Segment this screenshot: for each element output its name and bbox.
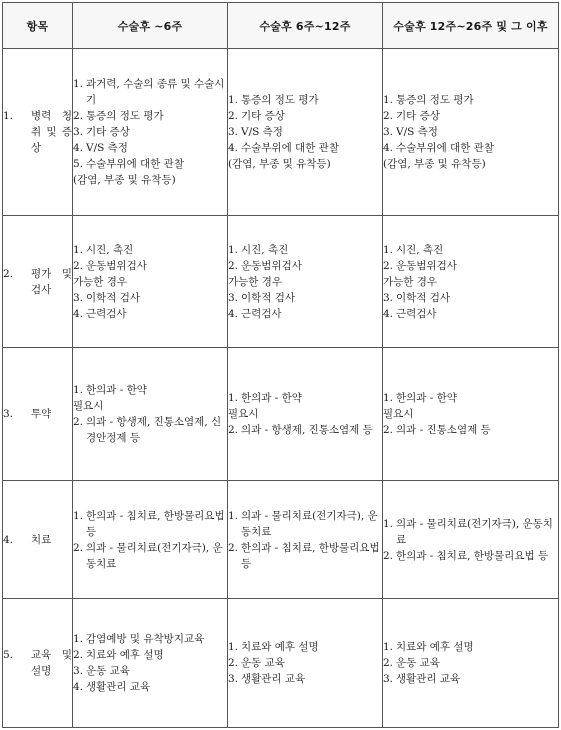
care-item bbox=[228, 108, 382, 124]
care-item-number: 2. bbox=[228, 259, 239, 272]
care-item bbox=[383, 655, 558, 671]
period-cell bbox=[228, 348, 383, 481]
care-item-number: 1. bbox=[73, 509, 84, 522]
care-item-number: 2. bbox=[228, 541, 239, 554]
care-item bbox=[228, 671, 382, 687]
row-item-label bbox=[3, 532, 72, 548]
care-item bbox=[228, 655, 382, 671]
care-item bbox=[73, 508, 227, 540]
care-item bbox=[383, 258, 558, 274]
care-item-number: 1. bbox=[228, 392, 239, 404]
care-item-text: 가능한 경우 bbox=[383, 275, 438, 288]
care-item-text: 이학적 검사 bbox=[86, 291, 141, 304]
care-item-number: 3. bbox=[228, 291, 239, 304]
care-item bbox=[73, 140, 227, 156]
header-period-0-6w: 수술후 ~6주 bbox=[73, 3, 228, 49]
care-item bbox=[383, 390, 558, 406]
care-item-number: 1. bbox=[228, 509, 239, 522]
care-item bbox=[73, 156, 227, 172]
care-item-number: 4. bbox=[73, 307, 84, 320]
care-item-number: 3. bbox=[73, 126, 84, 138]
care-item-number: 4. bbox=[383, 142, 394, 154]
care-item-text: 의과 - 물리치료(전기자극), 운동치료 bbox=[86, 541, 223, 570]
care-item-list bbox=[383, 242, 558, 322]
care-item-list bbox=[383, 639, 558, 687]
care-item-text: 통증의 정도 평가 bbox=[396, 94, 474, 106]
care-item bbox=[228, 140, 382, 156]
care-item-number: 3. bbox=[228, 126, 239, 138]
care-item bbox=[228, 156, 382, 172]
care-item-text: 가능한 경우 bbox=[228, 275, 283, 288]
care-item-list bbox=[228, 508, 382, 572]
care-item-text: 통증의 정도 평가 bbox=[86, 110, 164, 122]
care-item-text: 치료와 예후 설명 bbox=[241, 641, 319, 653]
care-item-text: (감염, 부종 및 유착등) bbox=[73, 174, 176, 186]
treatment-guideline-table bbox=[2, 2, 559, 728]
care-item bbox=[228, 290, 382, 306]
row-item-cell bbox=[3, 348, 73, 481]
care-item-text: 운동 교육 bbox=[396, 657, 440, 669]
period-cell bbox=[228, 216, 383, 348]
care-item-list bbox=[73, 631, 227, 695]
care-item-text: 운동범위검사 bbox=[241, 259, 302, 272]
row-item-label bbox=[3, 647, 72, 679]
care-item-list bbox=[228, 242, 382, 322]
care-item bbox=[383, 274, 558, 290]
care-item bbox=[73, 258, 227, 274]
care-item-text: 필요시 bbox=[228, 408, 259, 420]
care-item-text: 치료와 예후 설명 bbox=[86, 649, 164, 661]
care-item-list bbox=[383, 390, 558, 438]
care-item-text: 과거력, 수술의 종류 및 수술시기 bbox=[86, 78, 225, 106]
care-item-number: 2. bbox=[228, 657, 239, 669]
care-item bbox=[228, 306, 382, 322]
care-item-number: 1. bbox=[228, 243, 239, 256]
row-item-number: 1. bbox=[3, 110, 14, 122]
period-cell bbox=[228, 481, 383, 599]
care-item bbox=[73, 382, 227, 398]
care-item-number: 2. bbox=[383, 110, 394, 122]
care-item-text: 의과 - 항생제, 진통소염제, 신경안정제 등 bbox=[86, 416, 222, 444]
care-item-number: 2. bbox=[383, 424, 394, 436]
care-item bbox=[228, 258, 382, 274]
period-cell bbox=[73, 481, 228, 599]
care-item-text: 의과 - 물리치료(전기자극), 운동치료 bbox=[241, 509, 378, 538]
care-item-number: 3. bbox=[383, 673, 394, 685]
header-row bbox=[3, 3, 559, 49]
care-item bbox=[73, 540, 227, 572]
care-item-text: 기타 증상 bbox=[396, 110, 440, 122]
table-row bbox=[3, 49, 559, 216]
care-item-number: 2. bbox=[383, 657, 394, 669]
care-item bbox=[228, 540, 382, 572]
care-item-text: 한의과 - 한약 bbox=[241, 392, 302, 404]
care-item-number: 2. bbox=[73, 259, 84, 272]
care-item-text: 필요시 bbox=[383, 408, 414, 420]
row-item-text: 치료 bbox=[31, 533, 52, 546]
period-cell bbox=[383, 599, 559, 728]
care-item-text: 필요시 bbox=[73, 400, 104, 412]
care-item-list bbox=[228, 639, 382, 687]
care-item-number: 4. bbox=[228, 307, 239, 320]
header-period-12-26w: 수술후 12주~26주 및 그 이후 bbox=[383, 3, 559, 49]
row-item-number: 4. bbox=[3, 533, 14, 546]
care-item-text: 생활관리 교육 bbox=[241, 673, 306, 685]
care-item-text: 생활관리 교육 bbox=[396, 673, 461, 685]
care-item bbox=[383, 140, 558, 156]
care-item-text: 시진, 촉진 bbox=[86, 243, 134, 256]
care-item bbox=[228, 639, 382, 655]
care-item-text: 의과 - 항생제, 진통소염제 등 bbox=[241, 424, 373, 436]
care-item-number: 1. bbox=[228, 94, 239, 106]
row-item-cell bbox=[3, 599, 73, 728]
care-item-number: 3. bbox=[383, 291, 394, 304]
care-item bbox=[73, 631, 227, 647]
care-item-text: 근력검사 bbox=[241, 307, 282, 320]
care-item-text: 의과 - 진통소염제 등 bbox=[396, 424, 491, 436]
care-item-number: 2. bbox=[73, 541, 84, 554]
row-item-number: 5. bbox=[3, 649, 14, 661]
period-cell bbox=[383, 216, 559, 348]
care-item-text: 한의과 - 침치료, 한방물리요법 등 bbox=[86, 509, 225, 538]
row-item-cell bbox=[3, 216, 73, 348]
care-item bbox=[383, 108, 558, 124]
care-item bbox=[73, 242, 227, 258]
care-item bbox=[383, 290, 558, 306]
care-item-text: (감염, 부종 및 유착등) bbox=[383, 158, 486, 170]
care-item bbox=[73, 414, 227, 446]
care-item bbox=[228, 390, 382, 406]
care-item-text: 치료와 예후 설명 bbox=[396, 641, 474, 653]
period-cell bbox=[383, 348, 559, 481]
care-item bbox=[383, 306, 558, 322]
care-item bbox=[228, 508, 382, 540]
care-item-text: 한의과 - 한약 bbox=[396, 392, 457, 404]
care-item bbox=[73, 290, 227, 306]
table-body bbox=[3, 49, 559, 728]
care-item bbox=[383, 242, 558, 258]
period-cell bbox=[73, 348, 228, 481]
care-item-number: 1. bbox=[228, 641, 239, 653]
period-cell bbox=[228, 599, 383, 728]
care-item-list bbox=[73, 242, 227, 322]
care-item bbox=[383, 548, 558, 564]
care-item bbox=[73, 306, 227, 322]
care-item-number: 1. bbox=[73, 384, 84, 396]
care-item-text: 운동범위검사 bbox=[86, 259, 147, 272]
care-item bbox=[73, 124, 227, 140]
care-item-number: 3. bbox=[73, 291, 84, 304]
care-item-number: 3. bbox=[383, 126, 394, 138]
care-item-text: 통증의 정도 평가 bbox=[241, 94, 319, 106]
care-item bbox=[228, 92, 382, 108]
care-item-number: 1. bbox=[383, 641, 394, 653]
care-item bbox=[73, 108, 227, 124]
header-period-6-12w: 수술후 6주~12주 bbox=[228, 3, 383, 49]
care-item-text: 수술부위에 대한 관찰 bbox=[241, 142, 339, 154]
care-item-list bbox=[228, 92, 382, 172]
care-item-number: 1. bbox=[73, 243, 84, 256]
care-item bbox=[228, 422, 382, 438]
care-item-list bbox=[383, 516, 558, 564]
care-item bbox=[383, 124, 558, 140]
care-item-list bbox=[73, 508, 227, 572]
care-item-number: 4. bbox=[228, 142, 239, 154]
care-item-number: 4. bbox=[73, 681, 84, 693]
care-item-number: 2. bbox=[73, 649, 84, 661]
care-item-text: 운동 교육 bbox=[241, 657, 285, 669]
care-item-text: 감염예방 및 유착방지교육 bbox=[86, 633, 205, 645]
care-item-number: 3. bbox=[228, 673, 239, 685]
table-row bbox=[3, 599, 559, 728]
care-item-number: 2. bbox=[73, 110, 84, 122]
row-item-label bbox=[3, 406, 72, 422]
care-item-text: 수술부위에 대한 관찰 bbox=[86, 158, 184, 170]
care-item bbox=[73, 663, 227, 679]
row-item-cell bbox=[3, 49, 73, 216]
care-item-text: 한의과 - 침치료, 한방물리요법 등 bbox=[396, 549, 549, 562]
row-item-text: 병력 청취 및 증상 bbox=[31, 110, 72, 154]
period-cell bbox=[73, 216, 228, 348]
care-item bbox=[73, 647, 227, 663]
table-row bbox=[3, 216, 559, 348]
care-item-text: 운동 교육 bbox=[86, 665, 130, 677]
care-item-text: 기타 증상 bbox=[86, 126, 130, 138]
period-cell bbox=[383, 481, 559, 599]
care-item-text: 생활관리 교육 bbox=[86, 681, 151, 693]
care-item-number: 2. bbox=[228, 424, 239, 436]
care-item-number: 3. bbox=[73, 665, 84, 677]
care-item bbox=[383, 92, 558, 108]
care-item bbox=[73, 76, 227, 108]
care-item bbox=[73, 398, 227, 414]
care-item-number: 1. bbox=[383, 517, 394, 530]
care-item bbox=[383, 156, 558, 172]
care-item-number: 4. bbox=[383, 307, 394, 320]
care-item bbox=[383, 639, 558, 655]
care-item-number: 5. bbox=[73, 158, 84, 170]
period-cell bbox=[383, 49, 559, 216]
care-item bbox=[228, 124, 382, 140]
care-item-number: 2. bbox=[73, 416, 84, 428]
row-item-number: 3. bbox=[3, 408, 14, 420]
care-item-list bbox=[73, 382, 227, 446]
care-item-text: (감염, 부종 및 유착등) bbox=[228, 158, 331, 170]
care-item-list bbox=[228, 390, 382, 438]
period-cell bbox=[73, 49, 228, 216]
care-item-text: 근력검사 bbox=[396, 307, 437, 320]
care-item-text: 시진, 촉진 bbox=[396, 243, 444, 256]
care-item-number: 1. bbox=[73, 633, 84, 645]
care-item-text: 한의과 - 침치료, 한방물리요법 등 bbox=[241, 541, 380, 570]
care-item bbox=[228, 274, 382, 290]
care-item bbox=[383, 671, 558, 687]
care-item-text: 가능한 경우 bbox=[73, 275, 128, 288]
care-item-text: 근력검사 bbox=[86, 307, 127, 320]
care-item-number: 2. bbox=[383, 549, 394, 562]
care-item-number: 2. bbox=[228, 110, 239, 122]
care-item-text: 이학적 검사 bbox=[241, 291, 296, 304]
care-item-number: 1. bbox=[383, 392, 394, 404]
care-item-text: 한의과 - 한약 bbox=[86, 384, 147, 396]
care-item-text: V/S 측정 bbox=[86, 142, 128, 154]
care-item bbox=[228, 406, 382, 422]
care-item-text: 시진, 촉진 bbox=[241, 243, 289, 256]
care-item bbox=[383, 406, 558, 422]
table-row bbox=[3, 348, 559, 481]
row-item-label bbox=[3, 266, 72, 298]
care-item-number: 1. bbox=[383, 243, 394, 256]
care-item bbox=[228, 242, 382, 258]
care-item-number: 2. bbox=[383, 259, 394, 272]
row-item-cell bbox=[3, 481, 73, 599]
care-item-text: 운동범위검사 bbox=[396, 259, 457, 272]
care-item-list bbox=[73, 76, 227, 188]
care-item bbox=[383, 422, 558, 438]
period-cell bbox=[73, 599, 228, 728]
row-item-label bbox=[3, 108, 72, 156]
row-item-text: 평가 및 검사 bbox=[31, 267, 72, 296]
care-item-text: 기타 증상 bbox=[241, 110, 285, 122]
care-item-text: 의과 - 물리치료(전기자극), 운동치료 bbox=[396, 517, 553, 546]
row-item-text: 투약 bbox=[31, 408, 52, 420]
care-item bbox=[73, 274, 227, 290]
care-item-text: V/S 측정 bbox=[241, 126, 283, 138]
table-row bbox=[3, 481, 559, 599]
care-item bbox=[383, 516, 558, 548]
period-cell bbox=[228, 49, 383, 216]
care-item bbox=[73, 172, 227, 188]
row-item-number: 2. bbox=[3, 267, 14, 280]
care-item-number: 1. bbox=[73, 78, 84, 90]
row-item-text: 교육 및 설명 bbox=[31, 649, 72, 677]
care-item-text: 이학적 검사 bbox=[396, 291, 451, 304]
care-item-text: V/S 측정 bbox=[396, 126, 438, 138]
header-item: 항목 bbox=[3, 3, 73, 49]
care-item-list bbox=[383, 92, 558, 172]
care-item bbox=[73, 679, 227, 695]
care-item-number: 4. bbox=[73, 142, 84, 154]
care-item-number: 1. bbox=[383, 94, 394, 106]
care-item-text: 수술부위에 대한 관찰 bbox=[396, 142, 494, 154]
